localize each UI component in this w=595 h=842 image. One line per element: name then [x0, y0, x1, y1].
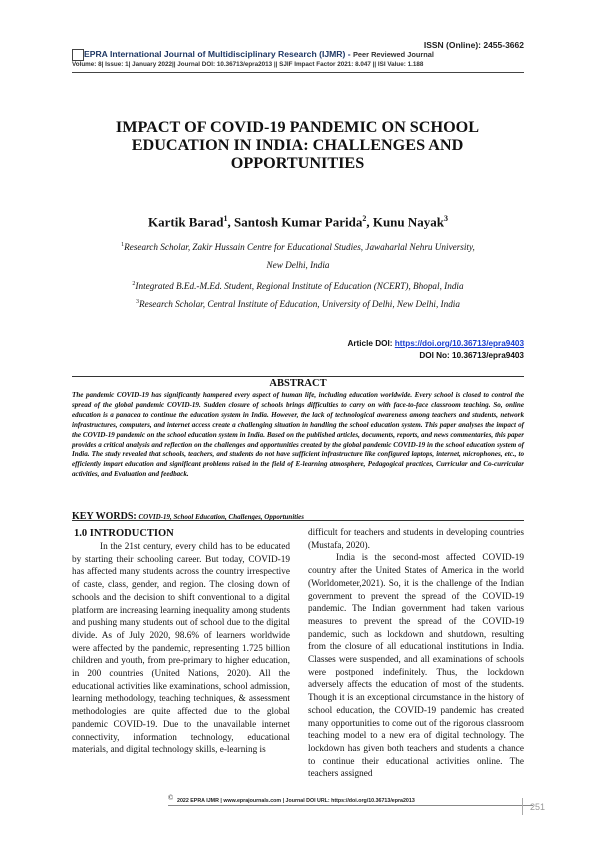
affiliation-text: Research Scholar, Zakir Hussain Centre for Educational Studies, Jawaharlal Nehru University,: [124, 242, 475, 253]
keywords-value: COVID-19, School Education, Challenges, Opportunities: [136, 513, 304, 521]
affiliation-sup: 2: [132, 281, 136, 287]
page-number: 251: [530, 802, 546, 812]
footer-text: 2022 EPRA IJMR | www.eprajournals.com | Journal DOI URL: https://doi.org/10.36713/epra2013: [177, 798, 415, 804]
section-heading: 1.0 INTRODUCTION: [74, 528, 174, 539]
keywords: [72, 506, 524, 524]
body-paragraph: India is the second-most affected COVID-19 country after the United States of America in the world (Worldometer,2021). So, it is the challenge of the Indian government to prevent the spread of the COVID-19 pandemic. The Indian government had taken various measures to prevent the spread of the COVID-19 pandemic, such as lockdown and shutdown, resulting from the closure of all educational institutions in India. Classes were suspended, and all examinations of schools were postponed indefinitely. Thus, the lockdown adversely affects the education of most of the students. Though it is an exceptional circumstance in the history of school education, the COVID-19 pandemic has created many opportunities to come out of the rigorous classroom teaching model to a new era of digital technology. The lockdown has given both teachers and students a chance to continue their educational activities online. The teachers assigned: [308, 553, 524, 780]
affiliation-text: Integrated B.Ed.-M.Ed. Student, Regional Institute of Education (NCERT), Bhopal, India: [135, 281, 464, 292]
article-doi: [347, 339, 524, 348]
abstract-text: The pandemic COVID-19 has significantly hampered every aspect of human life, including education worldwide. Every school is closed to control the spread of the global pandemic COVID-19. Sudden closure of schools brings difficulties to carry on with face-to-face classroom teaching. So, online education is a panacea to continue the education system in India. However, the lack of technological awareness among teachers and students, network infrastructures, computers, and internet access create a challenging situation in handling the school education system. This paper analyses the impact of the COVID-19 pandemic on the school education system in India. Based on the published articles, documents, reports, and news commentaries, this paper provides a critical analysis and reflection on the challenges and opportunities created by the global pandemic COVID-19 in the school education system of India. The study revealed that schools, teachers, and students do not have sufficient infrastructure like configured laptops, internet, microphones, etc., to efficiently impart education and significant problems raised in the field of E-learning atmosphere, Pedagogical practices, Curricular and Co-curricular activities, and Evaluation and feedback.: [72, 391, 524, 479]
author-name: Kunu Nayak: [372, 214, 444, 230]
paper-title: IMPACT OF COVID-19 PANDEMIC ON SCHOOL EDUCATION IN INDIA: CHALLENGES AND OPPORTUNITIES: [115, 118, 480, 172]
left-column: [72, 541, 290, 757]
affiliation-text: Research Scholar, Central Institute of Education, University of Delhi, New Delhi, India: [139, 299, 460, 310]
article-doi-link[interactable]: https://doi.org/10.36713/epra9403: [394, 339, 524, 348]
keywords-label: KEY WORDS:: [72, 511, 137, 522]
author-name: Santosh Kumar Parida: [233, 214, 363, 230]
journal-meta: Volume: 8| Issue: 1| January 2022|| Journal DOI: 10.36713/epra2013 || SJIF Impact Factor 2021: 8.047 || ISI Value: 1.188: [72, 61, 424, 68]
affiliation-sup: 1: [121, 242, 125, 248]
abstract-heading: ABSTRACT: [269, 378, 327, 389]
body-paragraph: In the 21st century, every child has to be educated by starting their schooling career. But today, COVID-19 has affected many students across the country irrespective of caste, class, gender, and region. The closing down of schools and the decision to shift conventional to a digital platform are increasing learning inequality among students and pushing many students out of school due to the digital divide. As of July 2020, 98.6% of learners worldwide were affected by the pandemic, representing 1.725 billion children and youth, from pre-primary to higher education, in 200 countries (United Nations, 2020). All the educational activities like examinations, school admission, learning methodology, teaching techniques, & assessment methodologies are quite affected due to the global pandemic COVID-19. Due to the unavailable internet connectivity, information technology, educational materials, and digital technology skills, e-learning is: [72, 542, 290, 756]
footer-divider: [168, 805, 533, 806]
journal-logo-icon: [72, 49, 84, 61]
journal-name: [84, 49, 434, 59]
affiliation-3: [72, 293, 524, 313]
body-paragraph: difficult for teachers and students in developing countries (Mustafa, 2020).: [308, 528, 524, 551]
authors: Kartik Barad$^1$, Santosh Kumar Parida$^2$, Kunu Nayak$^3$: [148, 214, 448, 230]
affiliation-text: New Delhi, India: [266, 260, 330, 271]
author-sup: 1: [223, 214, 228, 223]
copyright-icon: ©: [168, 794, 174, 802]
abstract-bottom-divider: [72, 520, 524, 521]
right-column: [308, 527, 524, 781]
author-name: Kartik Barad: [148, 214, 224, 230]
journal-name-text: EPRA International Journal of Multidisciplinary Research (IJMR) -: [84, 49, 353, 59]
author-sup: 2: [362, 214, 367, 223]
header-divider: [72, 72, 524, 73]
abstract-top-divider: [72, 376, 524, 377]
peer-reviewed-label: Peer Reviewed Journal: [353, 50, 434, 59]
article-doi-label: Article DOI:: [347, 339, 395, 348]
affiliation-sup: 3: [136, 299, 140, 305]
affiliation-1: [72, 236, 524, 274]
issn: ISSN (Online): 2455-3662: [423, 40, 524, 50]
doi-number: DOI No: 10.36713/epra9403: [419, 351, 524, 360]
author-sup: 3: [444, 214, 448, 223]
